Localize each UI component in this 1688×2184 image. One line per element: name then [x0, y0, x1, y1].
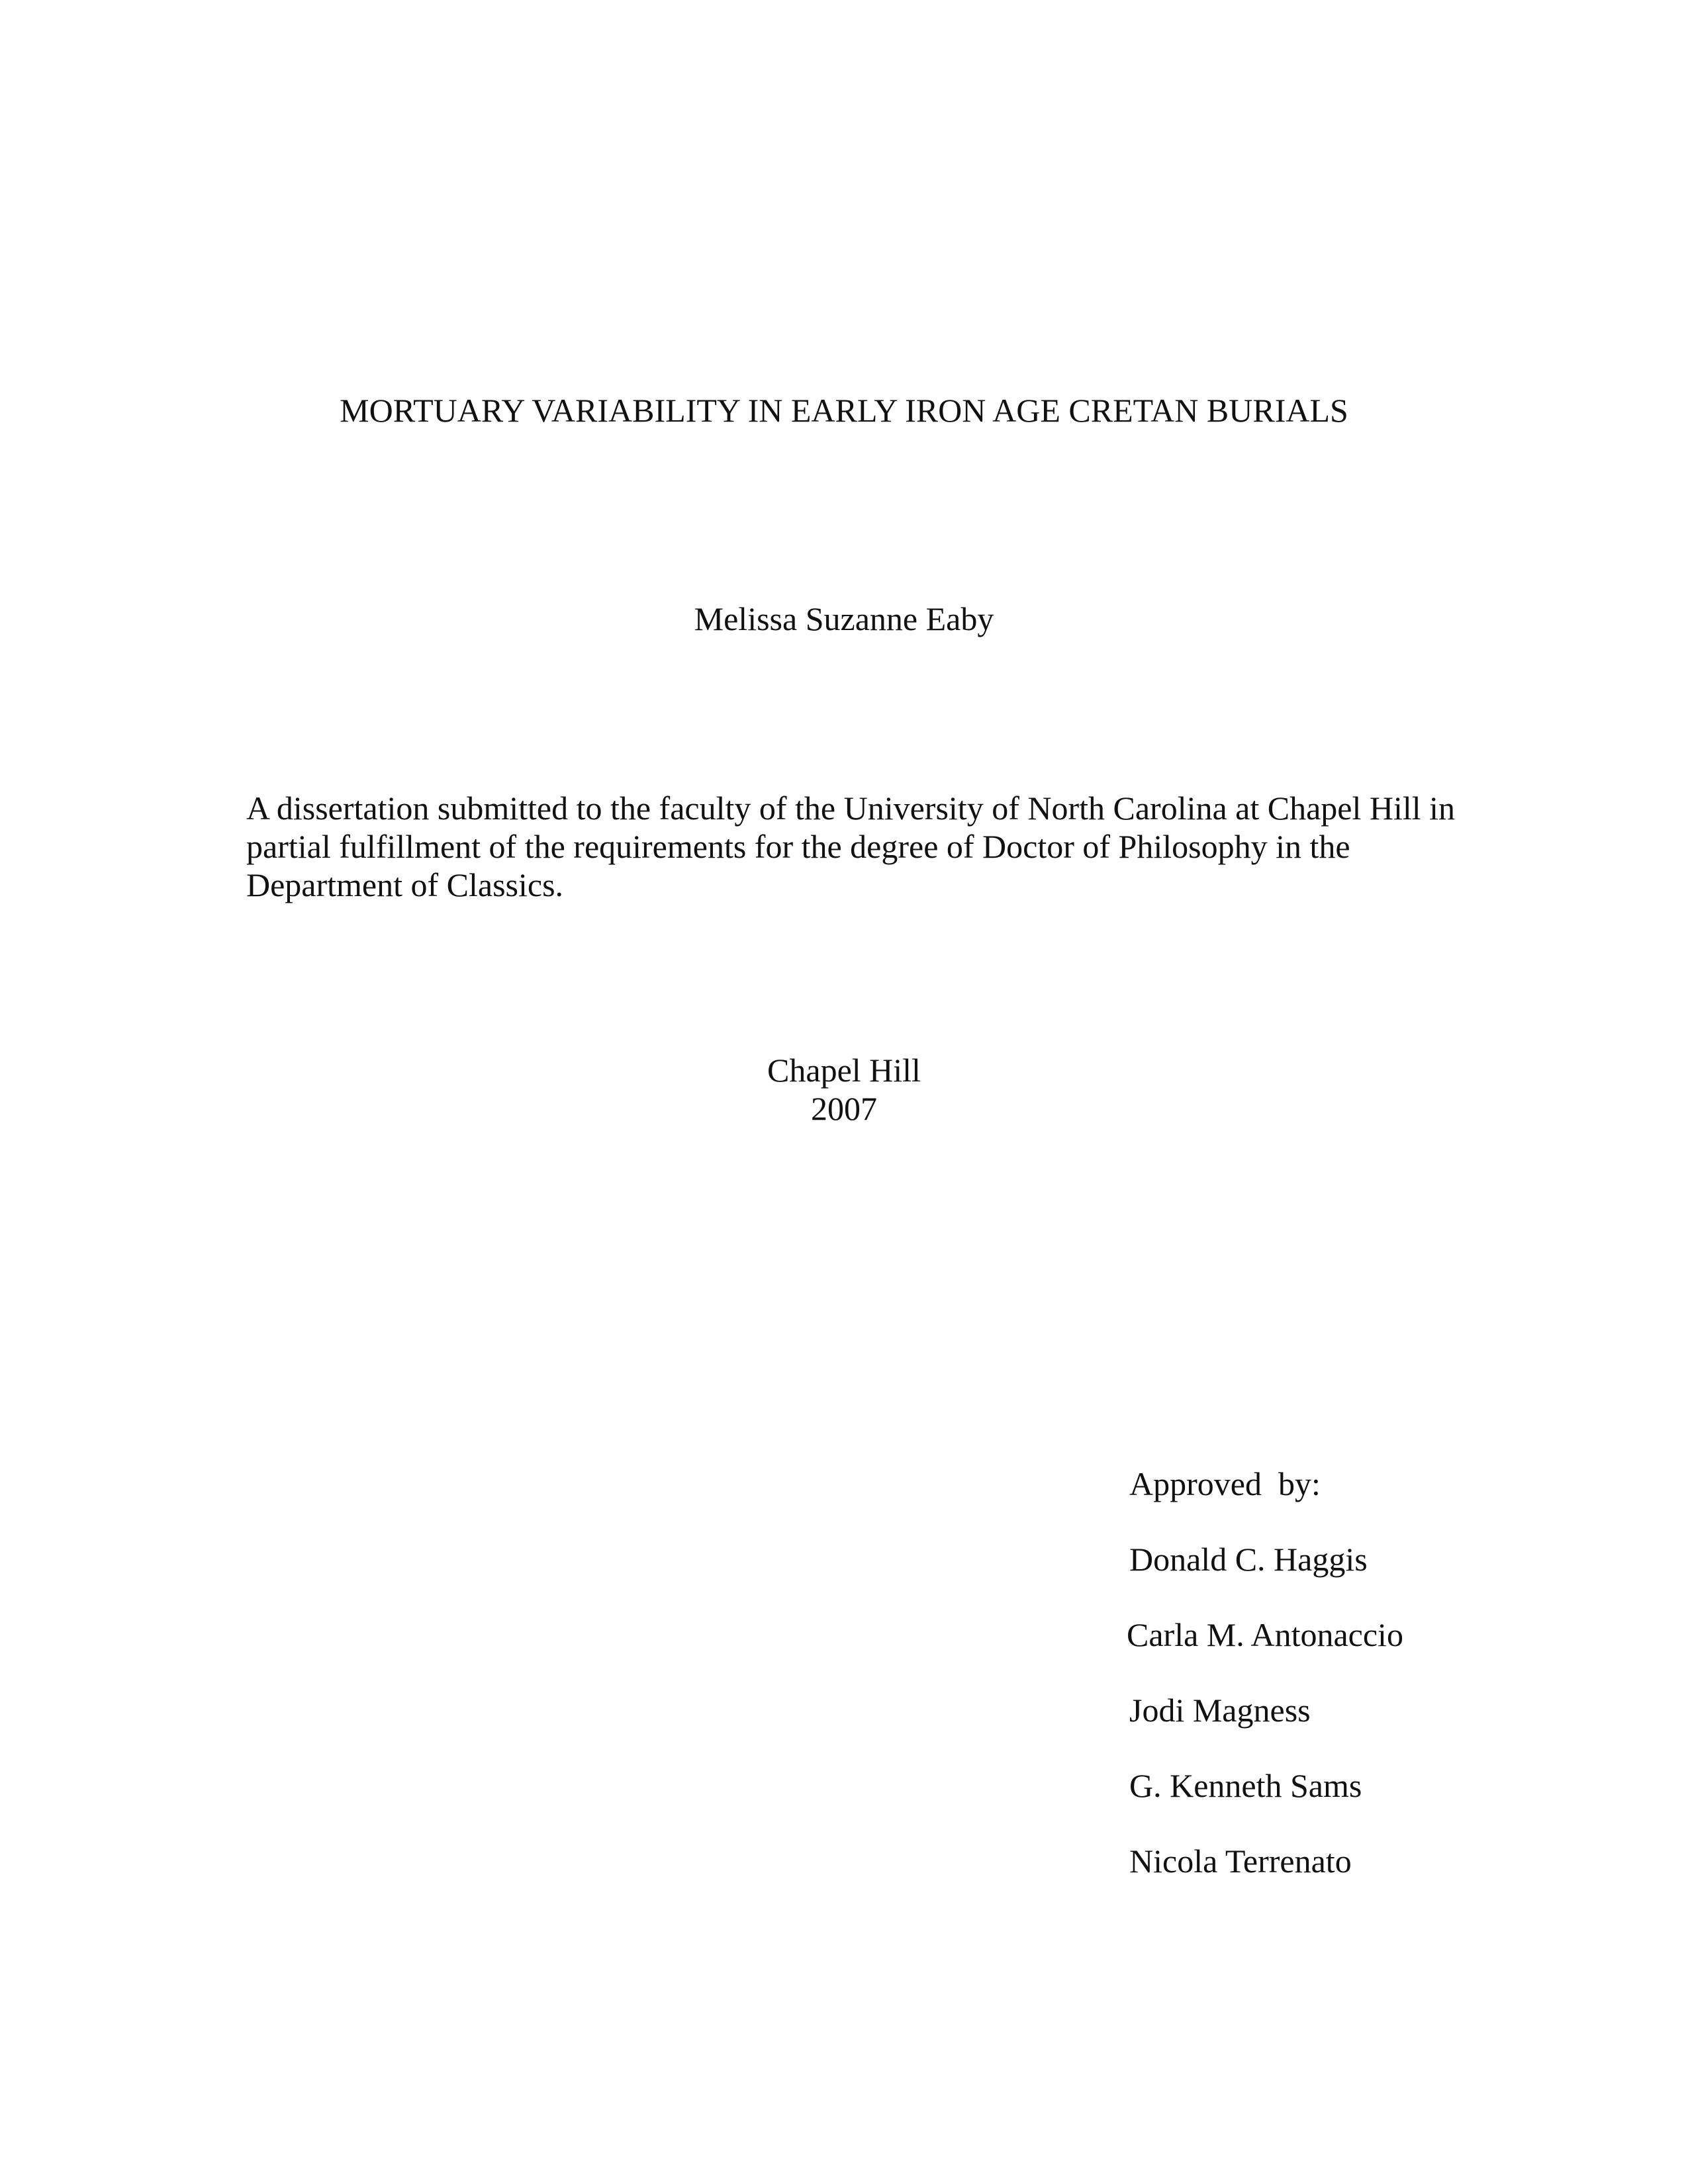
- committee-member: G. Kenneth Sams: [1129, 1767, 1362, 1804]
- degree-statement-line: Department of Classics.: [246, 866, 564, 903]
- committee-member: Nicola Terrenato: [1129, 1843, 1352, 1880]
- committee-member: Donald C. Haggis: [1129, 1541, 1368, 1578]
- place: Chapel Hill: [767, 1052, 921, 1089]
- author-name: Melissa Suzanne Eaby: [694, 600, 994, 637]
- committee-member: Carla M. Antonaccio: [1127, 1616, 1403, 1653]
- degree-statement-line: A dissertation submitted to the faculty of the University of North Carolina at Chapel Hill in: [246, 790, 1456, 827]
- committee-member: Jodi Magness: [1129, 1692, 1311, 1729]
- degree-statement-line: partial fulfillment of the requirements for the degree of Doctor of Philosophy in the: [246, 828, 1350, 865]
- degree-statement: [246, 789, 1491, 904]
- dissertation-title: MORTUARY VARIABILITY IN EARLY IRON AGE CRETAN BURIALS: [340, 392, 1348, 429]
- approval-heading: Approved by:: [1129, 1465, 1321, 1502]
- year: 2007: [811, 1090, 877, 1127]
